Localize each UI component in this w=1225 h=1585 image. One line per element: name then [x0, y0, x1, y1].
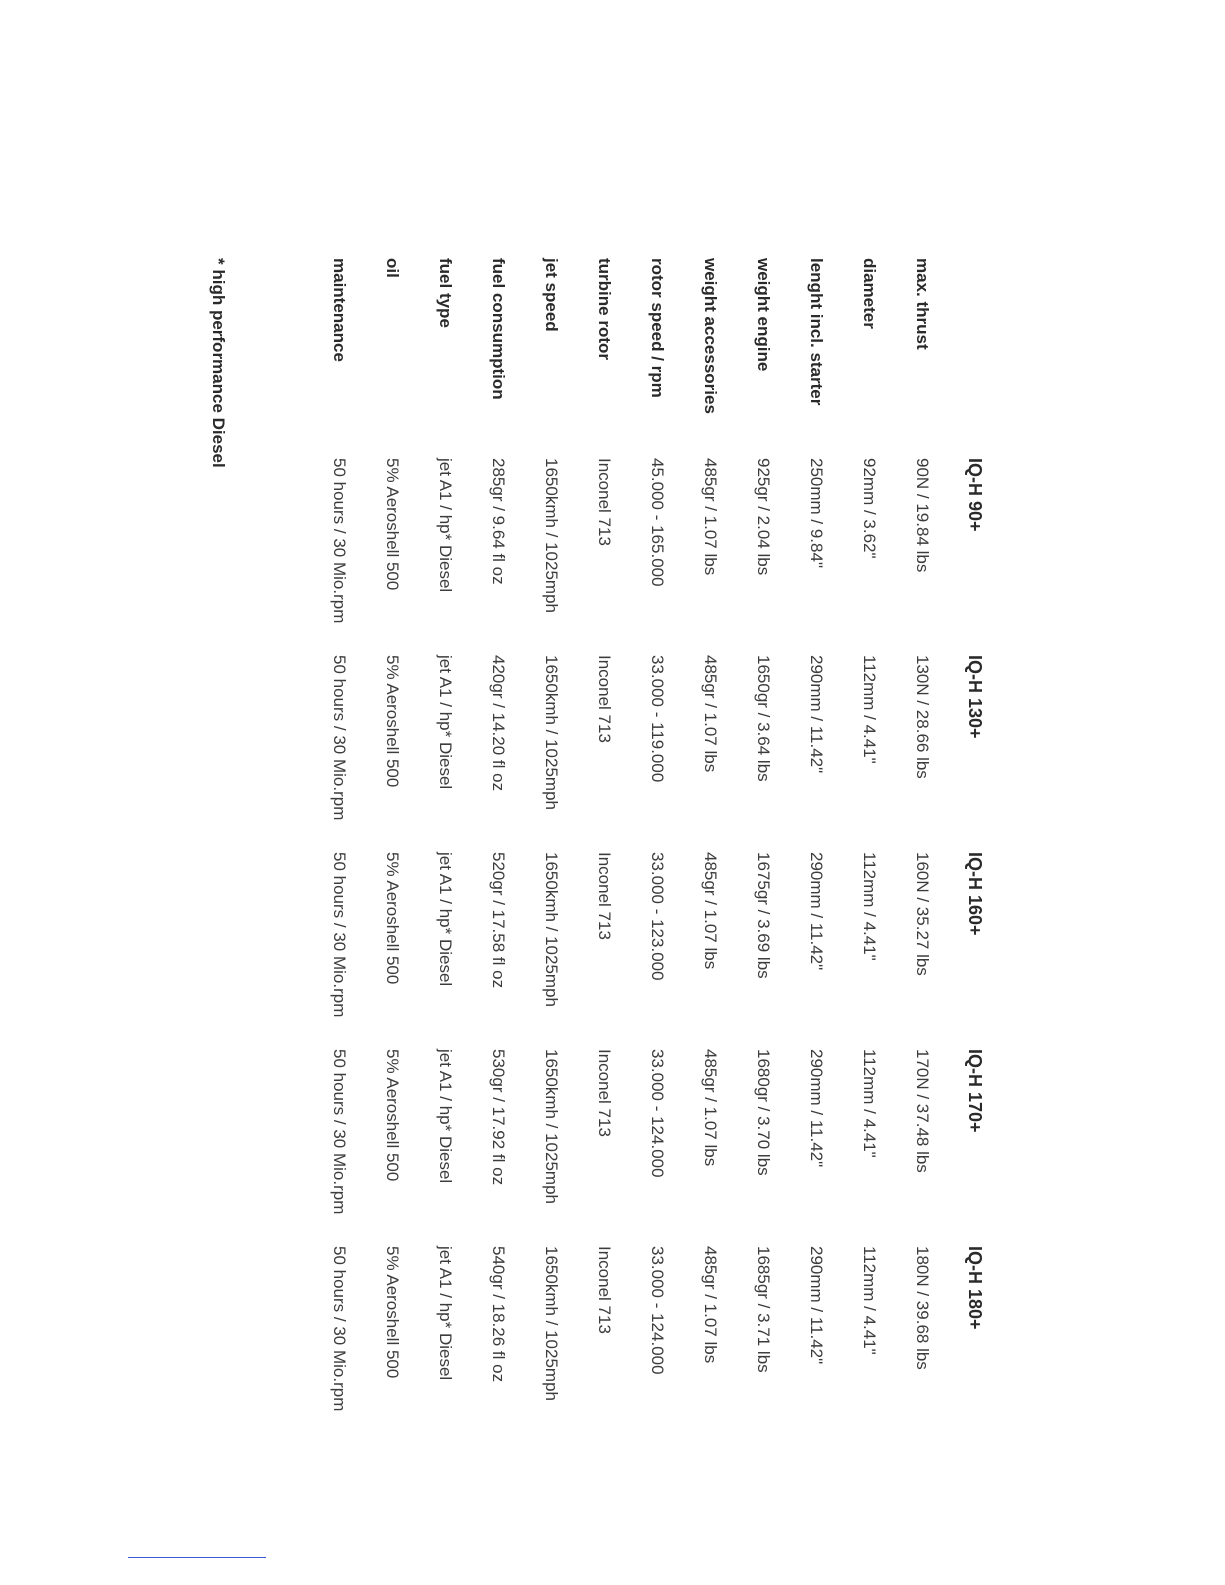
model-header-iq-h-90: IQ-H 90+: [965, 458, 985, 532]
cell-value: 530gr / 17.92 fl oz: [489, 1049, 508, 1186]
cell-value: 520gr / 17.58 fl oz: [489, 852, 508, 989]
row-weight-engine: [748, 0, 778, 1373]
row-label: turbine rotor: [595, 258, 614, 360]
row-label: max. thrust: [913, 258, 932, 350]
model-header-iq-h-130: IQ-H 130+: [965, 655, 985, 739]
cell-value: 5% Aeroshell 500: [383, 458, 402, 591]
cell-value: 160N / 35.27 lbs: [913, 852, 932, 976]
model-header-iq-h-170: IQ-H 170+: [965, 1049, 985, 1133]
cell-value: 1650kmh / 1025mph: [542, 458, 561, 613]
cell-value: 290mm / 11.42": [807, 852, 826, 971]
cell-value: 1650kmh / 1025mph: [542, 1246, 561, 1401]
cell-value: 485gr / 1.07 lbs: [701, 458, 720, 576]
cell-value: 1680gr / 3.70 lbs: [754, 1049, 773, 1176]
cell-value: 1650kmh / 1025mph: [542, 852, 561, 1007]
cell-value: 33.000 - 119.000: [648, 655, 667, 783]
row-label: lenght incl. starter: [807, 258, 826, 406]
row-label: maintenance: [330, 258, 349, 362]
cell-value: 112mm / 4.41": [860, 655, 879, 764]
row-max-thrust: [907, 0, 937, 1370]
header-row: [960, 0, 990, 1330]
cell-value: 250mm / 9.84": [807, 458, 826, 568]
row-weight-accessories: [695, 0, 725, 1364]
row-label: fuel consumption: [489, 258, 508, 400]
row-oil: [377, 0, 407, 1379]
cell-value: 180N / 39.68 lbs: [913, 1246, 932, 1370]
row-label: weight accessories: [701, 258, 720, 414]
row-fuel-type: [430, 0, 460, 1381]
row-rotor-speed: [642, 0, 672, 1375]
cell-value: 50 hours / 30 Mio.rpm: [330, 655, 349, 821]
row-label: fuel type: [436, 258, 455, 328]
cell-value: 5% Aeroshell 500: [383, 1246, 402, 1379]
cell-value: 170N / 37.48 lbs: [913, 1049, 932, 1173]
cell-value: 485gr / 1.07 lbs: [701, 655, 720, 773]
rotated-spec-table: [190, 0, 990, 1412]
cell-value: 1675gr / 3.69 lbs: [754, 852, 773, 979]
cell-value: 33.000 - 124.000: [648, 1246, 667, 1375]
row-jet-speed: [536, 0, 566, 1401]
cell-value: 485gr / 1.07 lbs: [701, 1049, 720, 1167]
cell-value: 5% Aeroshell 500: [383, 852, 402, 985]
cell-value: 33.000 - 123.000: [648, 852, 667, 981]
cell-value: 45.000 - 165.000: [648, 458, 667, 587]
cell-value: 90N / 19.84 lbs: [913, 458, 932, 573]
cell-value: 285gr / 9.64 fl oz: [489, 458, 508, 585]
row-label: rotor speed / rpm: [648, 258, 667, 398]
cell-value: 1685gr / 3.71 lbs: [754, 1246, 773, 1373]
cell-value: 290mm / 11.42": [807, 1049, 826, 1168]
cell-value: jet A1 / hp* Diesel: [436, 852, 455, 987]
cell-value: 5% Aeroshell 500: [383, 1049, 402, 1182]
cell-value: 33.000 - 124.000: [648, 1049, 667, 1178]
footnote: * high performance Diesel: [209, 258, 228, 468]
cell-value: 112mm / 4.41": [860, 852, 879, 961]
cell-value: 112mm / 4.41": [860, 1246, 879, 1355]
cell-value: 112mm / 4.41": [860, 1049, 879, 1158]
bottom-divider: [128, 1557, 266, 1558]
cell-value: 1650gr / 3.64 lbs: [754, 655, 773, 782]
cell-value: 50 hours / 30 Mio.rpm: [330, 1246, 349, 1412]
cell-value: 50 hours / 30 Mio.rpm: [330, 852, 349, 1018]
row-label: weight engine: [754, 258, 773, 372]
row-fuel-consumption: [483, 0, 513, 1383]
cell-value: 92mm / 3.62": [860, 458, 879, 559]
cell-value: 485gr / 1.07 lbs: [701, 1246, 720, 1364]
cell-value: Inconel 713: [595, 655, 614, 743]
row-label: oil: [383, 258, 402, 278]
cell-value: 1650kmh / 1025mph: [542, 1049, 561, 1204]
cell-value: 50 hours / 30 Mio.rpm: [330, 458, 349, 624]
cell-value: Inconel 713: [595, 458, 614, 546]
row-maintenance: [324, 0, 354, 1412]
cell-value: 925gr / 2.04 lbs: [754, 458, 773, 576]
cell-value: 5% Aeroshell 500: [383, 655, 402, 788]
cell-value: jet A1 / hp* Diesel: [436, 655, 455, 790]
cell-value: 290mm / 11.42": [807, 1246, 826, 1365]
row-label: diameter: [860, 258, 879, 329]
row-label: jet speed: [542, 258, 561, 332]
model-header-iq-h-160: IQ-H 160+: [965, 852, 985, 936]
row-diameter: [854, 0, 884, 1355]
cell-value: jet A1 / hp* Diesel: [436, 1246, 455, 1381]
cell-value: Inconel 713: [595, 1246, 614, 1334]
row-length-incl-starter: [801, 0, 831, 1365]
model-header-iq-h-180: IQ-H 180+: [965, 1246, 985, 1330]
cell-value: 290mm / 11.42": [807, 655, 826, 774]
cell-value: jet A1 / hp* Diesel: [436, 458, 455, 593]
cell-value: Inconel 713: [595, 1049, 614, 1137]
cell-value: jet A1 / hp* Diesel: [436, 1049, 455, 1184]
cell-value: Inconel 713: [595, 852, 614, 940]
row-turbine-rotor: [589, 0, 619, 1334]
cell-value: 130N / 28.66 lbs: [913, 655, 932, 779]
cell-value: 540gr / 18.26 fl oz: [489, 1246, 508, 1383]
cell-value: 1650kmh / 1025mph: [542, 655, 561, 810]
cell-value: 50 hours / 30 Mio.rpm: [330, 1049, 349, 1215]
cell-value: 420gr / 14.20 fl oz: [489, 655, 508, 792]
cell-value: 485gr / 1.07 lbs: [701, 852, 720, 970]
